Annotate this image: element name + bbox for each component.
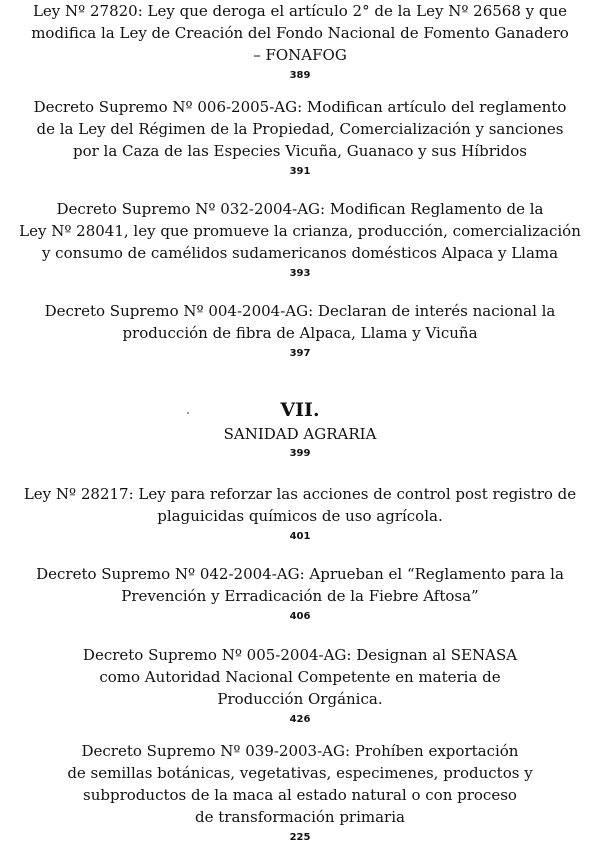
toc-entry-ds-032-2004-ag: [0, 198, 600, 282]
entry-title-line: y consumo de camélidos sudamericanos domésticos Alpaca y Llama: [41, 244, 559, 262]
entry-title-line: modifica la Ley de Creación del Fondo Nacional de Fomento Ganadero: [31, 24, 569, 42]
section-number: VII.: [280, 399, 320, 421]
entry-title-line: Ley Nº 27820: Ley que deroga el artículo 2° de la Ley Nº 26568 y que: [32, 2, 568, 20]
entry-title-line: de semillas botánicas, vegetativas, especimenes, productos y: [67, 764, 533, 782]
toc-entry-ds-004-2004-ag: [0, 300, 600, 362]
entry-title-line: plaguicidas químicos de uso agrícola.: [157, 507, 443, 525]
entry-page-number: 393: [289, 268, 311, 279]
entry-title-line: Ley Nº 28217: Ley para reforzar las acciones de control post registro de: [23, 485, 577, 503]
entry-page-number: 389: [289, 70, 311, 81]
entry-title-line: Producción Orgánica.: [217, 690, 383, 708]
toc-entry-ds-039-2003-ag: [0, 740, 600, 846]
entry-title-line: – FONAFOG: [253, 46, 347, 64]
toc-entry-ley-28217: [0, 483, 600, 545]
entry-title-line: producción de fibra de Alpaca, Llama y Vicuña: [122, 324, 478, 342]
section-page-number: 399: [289, 448, 311, 459]
entry-page-number: 401: [289, 531, 311, 542]
entry-title-line: de la Ley del Régimen de la Propiedad, Comercialización y sanciones: [36, 120, 564, 138]
toc-entry-ley-27820: [0, 0, 600, 84]
entry-title-line: como Autoridad Nacional Competente en materia de: [99, 668, 501, 686]
entry-title-line: de transformación primaria: [195, 808, 405, 826]
entry-page-number: 397: [289, 348, 311, 359]
toc-entry-ds-042-2004-ag: [0, 563, 600, 625]
entry-page-number: 406: [289, 611, 311, 622]
entry-title-line: Decreto Supremo Nº 005-2004-AG: Designan al SENASA: [82, 646, 518, 664]
toc-entry-ds-006-2005-ag: [0, 96, 600, 180]
entry-title-line: Decreto Supremo Nº 042-2004-AG: Aprueban el “Reglamento para la: [36, 565, 564, 583]
entry-title-line: Prevención y Erradicación de la Fiebre Aftosa”: [121, 587, 479, 605]
entry-page-number: 225: [289, 832, 311, 843]
entry-title-line: Decreto Supremo Nº 006-2005-AG: Modifican artículo del reglamento: [33, 98, 567, 116]
entry-page-number: 391: [289, 166, 311, 177]
entry-title-line: Decreto Supremo Nº 004-2004-AG: Declaran de interés nacional la: [44, 302, 556, 320]
entry-title-line: Ley Nº 28041, ley que promueve la crianza, producción, comercialización: [19, 222, 581, 240]
entry-title-line: subproductos de la maca al estado natural o con proceso: [83, 786, 517, 804]
entry-title-line: por la Caza de las Especies Vicuña, Guanaco y sus Híbridos: [72, 142, 528, 160]
section-title: SANIDAD AGRARIA: [223, 425, 377, 443]
entry-title-line: Decreto Supremo Nº 032-2004-AG: Modifican Reglamento de la: [56, 200, 544, 218]
entry-title-line: Decreto Supremo Nº 039-2003-AG: Prohíben exportación: [81, 742, 519, 760]
toc-entry-ds-005-2004-ag: [0, 644, 600, 728]
entry-page-number: 426: [289, 714, 311, 725]
